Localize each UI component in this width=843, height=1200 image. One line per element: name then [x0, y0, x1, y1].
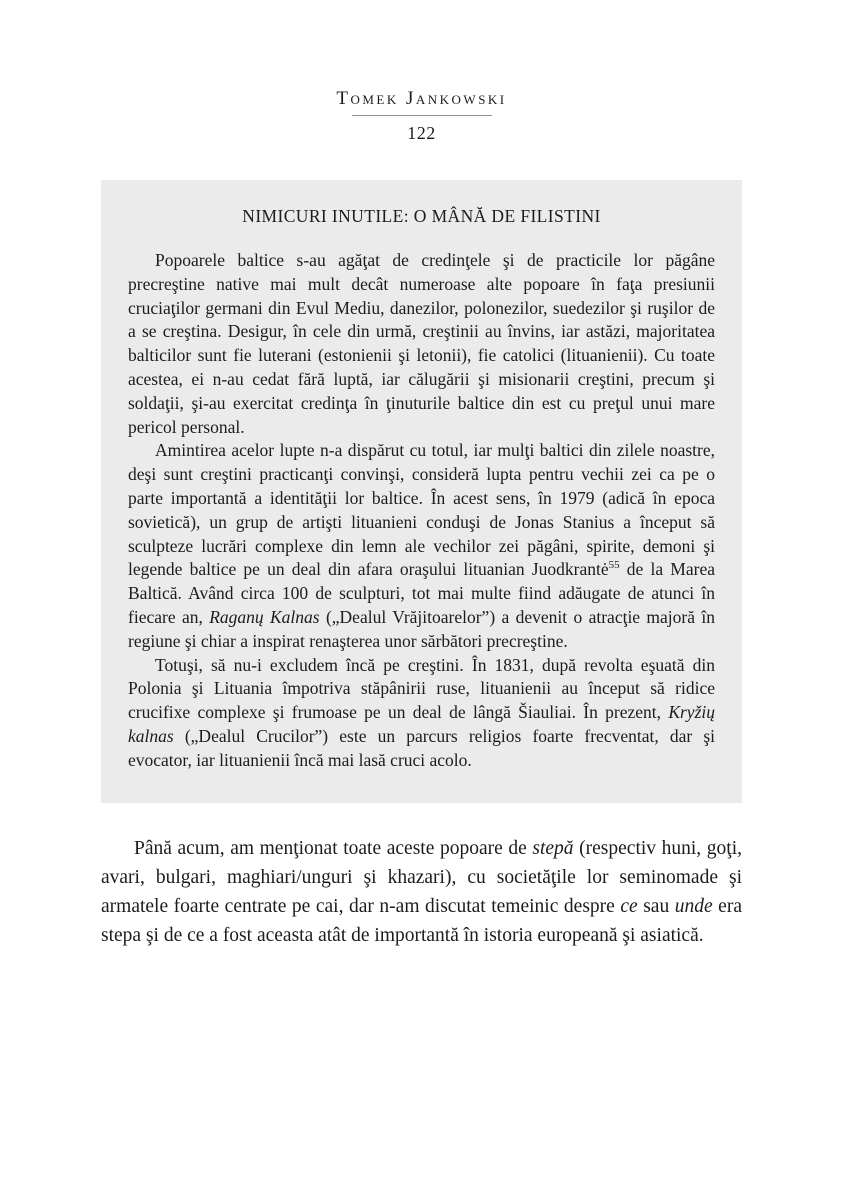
page-number: 122	[407, 123, 436, 143]
sidebar-title: NIMICURI INUTILE: O MÂNĂ DE FILISTINI	[242, 206, 601, 226]
sidebar-paragraph-3: Totuşi, să nu-i excludem încă pe creştini. În 1831, după revolta eşuată din Polonia şi Lituania împotriva stăpânirii ruse, lituanienii au început să ridice crucifixe complexe şi frumoase pe un deal de lângă Šiauliai. În prezent, Kryžių kalnas („Dealul Crucilor”) este un parcurs religios foarte frecventat, dar şi evocator, iar lituanienii încă mai lasă cruci acolo.	[128, 654, 715, 770]
running-header-author: Tomek Jankowski	[336, 88, 507, 109]
sidebar-paragraph-1: Popoarele baltice s-au agăţat de credinţele şi de practicile lor păgâne precreştine native mai mult decât numeroase alte popoare în faţa presiunii cruciaţilor germani din Evul Mediu, danezilor, polonezilor, suedezilor şi ruşilor de a se creştina. Desigur, în cele din urmă, creştinii au învins, iar astăzi, majoritatea balticilor sunt fie luterani (estonienii şi letonii), fie catolici (lituanienii). Cu toate acestea, ei n-au cedat fără luptă, iar călugării şi misionarii creştini, precum şi soldaţii, şi-au exercitat credinţa în ţinuturile baltice din est cu preţul unui mare pericol personal.	[128, 250, 715, 437]
sidebar-box	[101, 180, 742, 803]
sidebar-paragraph-2: Amintirea acelor lupte n-a dispărut cu totul, iar mulţi baltici din zilele noastre, deşi sunt creştini practicanţi convinşi, consideră lupta pentru vechii zei ca pe o parte importantă a identităţii lor baltice. În acest sens, în 1979 (adică în epoca sovietică), un grup de artişti lituanieni conduşi de Jonas Stanius a început să sculpteze lucrări complexe din lemn ale vechilor zei păgâni, spirite, demoni şi legende baltice pe un deal din afara oraşului lituanian Juodkrantė$^{55}$ de la Marea Baltică. Având circa 100 de sculpturi, tot mai multe fiind adăugate de atunci în fiecare an, Raganų Kalnas („Dealul Vrăjitoarelor”) a devenit o atracţie majoră în regiune şi chiar a inspirat renaşterea unor sărbători precreştine.	[128, 440, 716, 651]
header-rule	[352, 115, 492, 116]
body-paragraph: Până acum, am menţionat toate aceste popoare de stepă (respectiv huni, goţi, avari, bulgari, maghiari/unguri şi khazari), cu societăţile lor seminomade şi armatele foarte centrate pe cai, dar n-am discutat temeinic despre ce sau unde era stepa şi de ce a fost aceasta atât de importantă în istoria europeană şi asiatică.	[101, 837, 742, 946]
running-header	[101, 88, 742, 144]
